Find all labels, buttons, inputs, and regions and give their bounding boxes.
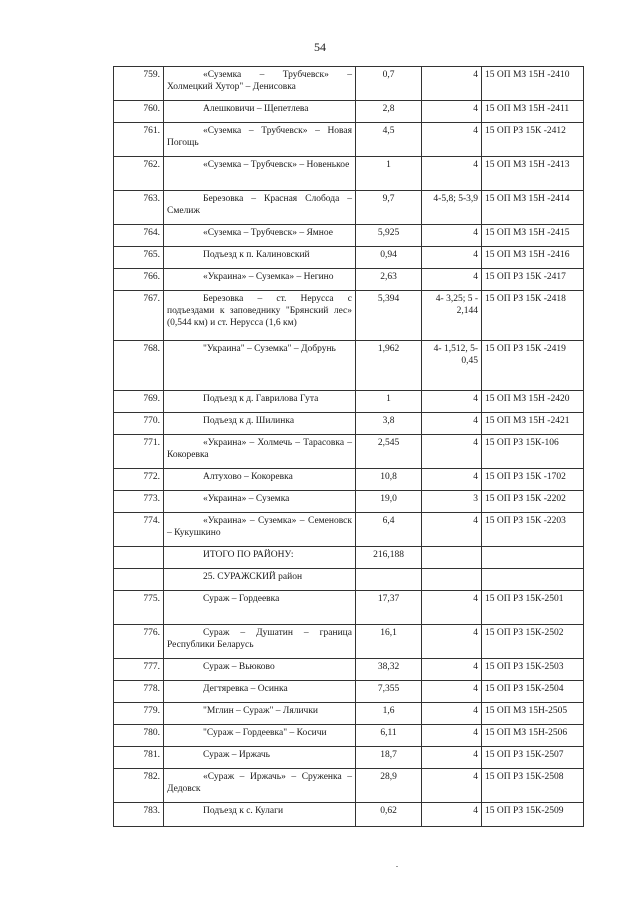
road-length-cell: 1,6	[356, 703, 422, 725]
row-number-cell: 783.	[114, 803, 164, 827]
road-id-code-cell: 15 ОП РЗ 15К-2508	[482, 769, 584, 803]
table-row	[114, 67, 584, 101]
row-number-cell: 780.	[114, 725, 164, 747]
row-number-cell: 763.	[114, 191, 164, 225]
roads-table-body	[114, 67, 584, 827]
road-length-cell	[356, 569, 422, 591]
road-id-code-cell: 15 ОП МЗ 15Н -2411	[482, 101, 584, 123]
row-number-cell: 774.	[114, 513, 164, 547]
road-category-cell: 4	[422, 269, 482, 291]
road-name-cell: «Украина» – Суземка» – Семеновск – Кукушкино	[164, 513, 356, 547]
road-category-cell: 4	[422, 225, 482, 247]
table-row	[114, 191, 584, 225]
road-category-cell: 4- 1,512, 5- 0,45	[422, 341, 482, 391]
road-category-cell: 4	[422, 513, 482, 547]
road-name-cell: «Сураж – Иржачь» – Сруженка – Дедовск	[164, 769, 356, 803]
road-name-cell: «Суземка – Трубчевск» – Новая Погощь	[164, 123, 356, 157]
road-category-cell: 3	[422, 491, 482, 513]
road-category-cell: 4	[422, 591, 482, 625]
table-row	[114, 291, 584, 341]
row-number-cell	[114, 547, 164, 569]
row-number-cell: 777.	[114, 659, 164, 681]
road-name-cell: Алтухово – Кокоревка	[164, 469, 356, 491]
table-row	[114, 625, 584, 659]
road-category-cell: 4	[422, 247, 482, 269]
table-row	[114, 413, 584, 435]
road-length-cell: 38,32	[356, 659, 422, 681]
road-length-cell: 1,962	[356, 341, 422, 391]
row-number-cell: 760.	[114, 101, 164, 123]
road-category-cell	[422, 547, 482, 569]
road-id-code-cell: 15 ОП РЗ 15К -2203	[482, 513, 584, 547]
road-category-cell: 4	[422, 659, 482, 681]
road-length-cell: 2,63	[356, 269, 422, 291]
road-length-cell: 5,925	[356, 225, 422, 247]
road-length-cell: 10,8	[356, 469, 422, 491]
road-length-cell: 2,8	[356, 101, 422, 123]
road-category-cell: 4	[422, 625, 482, 659]
table-row	[114, 803, 584, 827]
road-length-cell: 5,394	[356, 291, 422, 341]
road-name-cell: Сураж – Гордеевка	[164, 591, 356, 625]
road-name-cell: Сураж – Душатин – граница Республики Беларусь	[164, 625, 356, 659]
row-number-cell: 769.	[114, 391, 164, 413]
row-number-cell: 779.	[114, 703, 164, 725]
road-name-cell: Сураж – Иржачь	[164, 747, 356, 769]
road-id-code-cell: 15 ОП РЗ 15К-2503	[482, 659, 584, 681]
row-number-cell: 765.	[114, 247, 164, 269]
table-row	[114, 123, 584, 157]
table-row	[114, 491, 584, 513]
road-id-code-cell: 15 ОП МЗ 15Н -2416	[482, 247, 584, 269]
road-id-code-cell: 15 ОП РЗ 15К -2202	[482, 491, 584, 513]
roads-table	[113, 66, 584, 827]
table-row	[114, 569, 584, 591]
road-name-cell: Подъезд к с. Кулаги	[164, 803, 356, 827]
road-id-code-cell: 15 ОП МЗ 15Н-2506	[482, 725, 584, 747]
row-number-cell: 764.	[114, 225, 164, 247]
road-length-cell: 0,94	[356, 247, 422, 269]
row-number-cell: 776.	[114, 625, 164, 659]
road-name-cell: Алешковичи – Щепетлева	[164, 101, 356, 123]
road-id-code-cell: 15 ОП РЗ 15К-2504	[482, 681, 584, 703]
road-id-code-cell: 15 ОП РЗ 15К -2412	[482, 123, 584, 157]
road-id-code-cell: 15 ОП РЗ 15К-2502	[482, 625, 584, 659]
table-row	[114, 225, 584, 247]
road-length-cell: 16,1	[356, 625, 422, 659]
road-id-code-cell: 15 ОП МЗ 15Н -2414	[482, 191, 584, 225]
road-length-cell: 9,7	[356, 191, 422, 225]
road-category-cell: 4	[422, 157, 482, 191]
row-number-cell: 768.	[114, 341, 164, 391]
road-name-cell: Подъезд к д. Шилинка	[164, 413, 356, 435]
table-row	[114, 391, 584, 413]
row-number-cell: 772.	[114, 469, 164, 491]
row-number-cell	[114, 569, 164, 591]
row-number-cell: 775.	[114, 591, 164, 625]
road-length-cell: 1	[356, 157, 422, 191]
road-id-code-cell: 15 ОП МЗ 15Н-2505	[482, 703, 584, 725]
road-length-cell: 4,5	[356, 123, 422, 157]
road-length-cell: 3,8	[356, 413, 422, 435]
road-category-cell	[422, 569, 482, 591]
road-name-cell: Подъезд к п. Калиновский	[164, 247, 356, 269]
row-number-cell: 781.	[114, 747, 164, 769]
road-name-cell: "Сураж – Гордеевка" – Косичи	[164, 725, 356, 747]
road-name-cell: "Мглин – Сураж" – Лялички	[164, 703, 356, 725]
road-category-cell: 4	[422, 67, 482, 101]
road-category-cell: 4	[422, 681, 482, 703]
road-category-cell: 4	[422, 391, 482, 413]
table-row	[114, 747, 584, 769]
road-length-cell: 18,7	[356, 747, 422, 769]
road-name-cell: Подъезд к д. Гаврилова Гута	[164, 391, 356, 413]
row-number-cell: 782.	[114, 769, 164, 803]
road-length-cell: 0,7	[356, 67, 422, 101]
road-name-cell: «Украина» – Холмечь – Тарасовка – Кокоревка	[164, 435, 356, 469]
road-name-cell: «Суземка – Трубчевск» – Ямное	[164, 225, 356, 247]
table-row	[114, 769, 584, 803]
table-row	[114, 269, 584, 291]
road-category-cell: 4	[422, 101, 482, 123]
road-category-cell: 4-5,8; 5-3,9	[422, 191, 482, 225]
road-id-code-cell: 15 ОП РЗ 15К-106	[482, 435, 584, 469]
road-category-cell: 4	[422, 435, 482, 469]
road-category-cell: 4	[422, 725, 482, 747]
road-id-code-cell: 15 ОП РЗ 15К-2501	[482, 591, 584, 625]
road-category-cell: 4- 3,25; 5 - 2,144	[422, 291, 482, 341]
road-category-cell: 4	[422, 803, 482, 827]
road-id-code-cell: 15 ОП МЗ 15Н -2413	[482, 157, 584, 191]
road-id-code-cell	[482, 547, 584, 569]
road-id-code-cell: 15 ОП РЗ 15К -2417	[482, 269, 584, 291]
road-name-cell: Березовка – Красная Слобода – Смелиж	[164, 191, 356, 225]
road-name-cell: «Украина» – Суземка	[164, 491, 356, 513]
road-name-cell: «Суземка – Трубчевск» – Холмецкий Хутор" – Денисовка	[164, 67, 356, 101]
road-id-code-cell: 15 ОП МЗ 15Н -2410	[482, 67, 584, 101]
road-name-cell: «Суземка – Трубчевск» – Новенькое	[164, 157, 356, 191]
road-id-code-cell: 15 ОП МЗ 15Н -2421	[482, 413, 584, 435]
road-id-code-cell: 15 ОП РЗ 15К -2418	[482, 291, 584, 341]
road-name-cell: Березовка – ст. Неруссa с подъездами к заповеднику "Брянский лес» (0,544 км) и ст. Неруcса (1,6 км)	[164, 291, 356, 341]
road-length-cell: 1	[356, 391, 422, 413]
road-length-cell: 0,62	[356, 803, 422, 827]
road-name-cell: 25. СУРАЖСКИЙ район	[164, 569, 356, 591]
table-row	[114, 725, 584, 747]
table-row	[114, 435, 584, 469]
road-category-cell: 4	[422, 703, 482, 725]
road-length-cell: 6,4	[356, 513, 422, 547]
table-row	[114, 681, 584, 703]
road-length-cell: 2,545	[356, 435, 422, 469]
road-id-code-cell: 15 ОП МЗ 15Н -2415	[482, 225, 584, 247]
road-name-cell: ИТОГО ПО РАЙОНУ:	[164, 547, 356, 569]
table-row	[114, 469, 584, 491]
table-row	[114, 101, 584, 123]
road-length-cell: 216,188	[356, 547, 422, 569]
road-name-cell: Сураж – Вьюково	[164, 659, 356, 681]
table-row	[114, 659, 584, 681]
row-number-cell: 778.	[114, 681, 164, 703]
road-id-code-cell: 15 ОП РЗ 15К -2419	[482, 341, 584, 391]
road-category-cell: 4	[422, 413, 482, 435]
page-number: 54	[314, 40, 326, 54]
road-name-cell: "Украина" – Суземка" – Добрунь	[164, 341, 356, 391]
table-row	[114, 591, 584, 625]
road-id-code-cell: 15 ОП РЗ 15К -1702	[482, 469, 584, 491]
scan-mark	[396, 866, 398, 867]
table-row	[114, 341, 584, 391]
table-row	[114, 157, 584, 191]
road-id-code-cell: 15 ОП РЗ 15К-2507	[482, 747, 584, 769]
road-length-cell: 7,355	[356, 681, 422, 703]
road-category-cell: 4	[422, 769, 482, 803]
road-category-cell: 4	[422, 123, 482, 157]
row-number-cell: 762.	[114, 157, 164, 191]
row-number-cell: 770.	[114, 413, 164, 435]
road-length-cell: 6,11	[356, 725, 422, 747]
road-name-cell: Дегтяревка – Осинка	[164, 681, 356, 703]
row-number-cell: 773.	[114, 491, 164, 513]
table-row	[114, 513, 584, 547]
road-id-code-cell	[482, 569, 584, 591]
road-id-code-cell: 15 ОП МЗ 15Н -2420	[482, 391, 584, 413]
road-category-cell: 4	[422, 469, 482, 491]
row-number-cell: 761.	[114, 123, 164, 157]
road-length-cell: 28,9	[356, 769, 422, 803]
row-number-cell: 766.	[114, 269, 164, 291]
road-length-cell: 19,0	[356, 491, 422, 513]
table-row	[114, 247, 584, 269]
table-row	[114, 547, 584, 569]
road-name-cell: «Украина» – Суземка» – Негино	[164, 269, 356, 291]
road-length-cell: 17,37	[356, 591, 422, 625]
road-category-cell: 4	[422, 747, 482, 769]
table-row	[114, 703, 584, 725]
road-id-code-cell: 15 ОП РЗ 15К-2509	[482, 803, 584, 827]
row-number-cell: 771.	[114, 435, 164, 469]
row-number-cell: 767.	[114, 291, 164, 341]
row-number-cell: 759.	[114, 67, 164, 101]
